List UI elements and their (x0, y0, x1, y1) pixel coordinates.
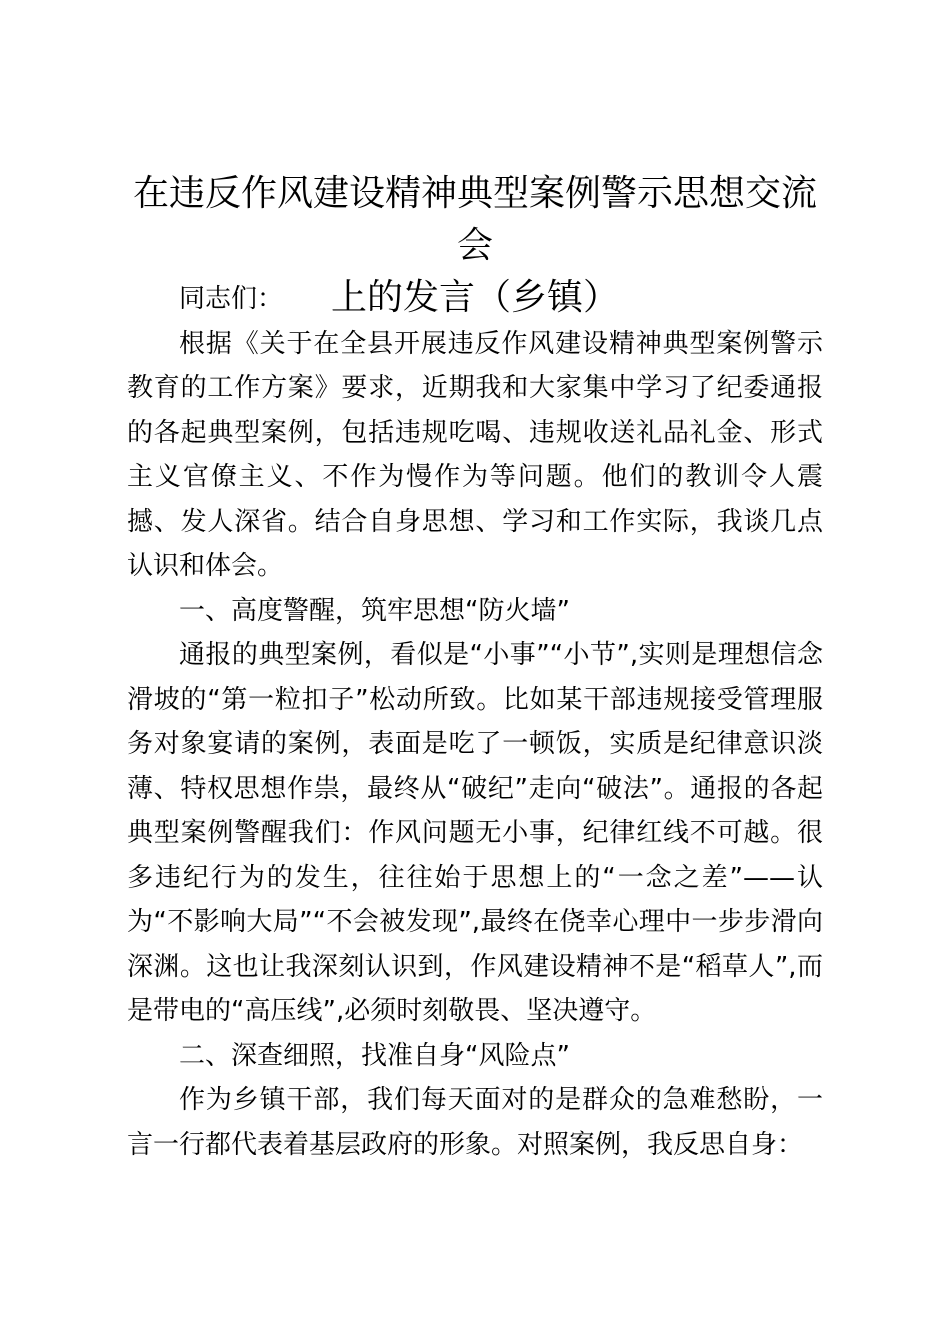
section-heading-2: 二、深查细照，找准自身“风险点” (179, 1040, 570, 1071)
document-body (127, 277, 823, 1167)
title-line-1: 在违反作风建设精神典型案例警示思想交流会 (132, 173, 817, 266)
paragraph-section-1: 通报的典型案例，看似是“小事”“小节”,实则是理想信念滑坡的“第一粒扣子”松动所致。比如某干部违规接受管理服务对象宴请的案例，表面是吃了一顿饭，实质是纪律意识淡薄、特权思想作祟，最终从“破纪”走向“破法”。通报的各起典型案例警醒我们：作风问题无小事，纪律红线不可越。很多违纪行为的发生，往往始于思想上的“一念之差”——认为“不影响大局”“不会被发现”,最终在侥幸心理中一步步滑向深渊。这也让我深刻认识到，作风建设精神不是“稻草人”,而是带电的“高压线”,必须时刻敬畏、坚决遵守。 (127, 640, 823, 1026)
section-heading-1: 一、高度警醒，筑牢思想“防火墙” (179, 595, 570, 626)
title-line-2: 上的发言（乡镇） (330, 277, 619, 318)
paragraph-section-2: 作为乡镇干部，我们每天面对的是群众的急难愁盼，一言一行都代表着基层政府的形象。对照案例，我反思自身： (127, 1085, 823, 1160)
salutation: 同志们： (179, 284, 284, 314)
paragraph-intro: 根据《关于在全县开展违反作风建设精神典型案例警示教育的工作方案》要求，近期我和大家集中学习了纪委通报的各起典型案例，包括违规吃喝、违规收送礼品礼金、形式主义官僚主义、不作为慢作为等问题。他们的教训令人震撼、发人深省。结合自身思想、学习和工作实际，我谈几点认识和体会。 (127, 328, 823, 581)
